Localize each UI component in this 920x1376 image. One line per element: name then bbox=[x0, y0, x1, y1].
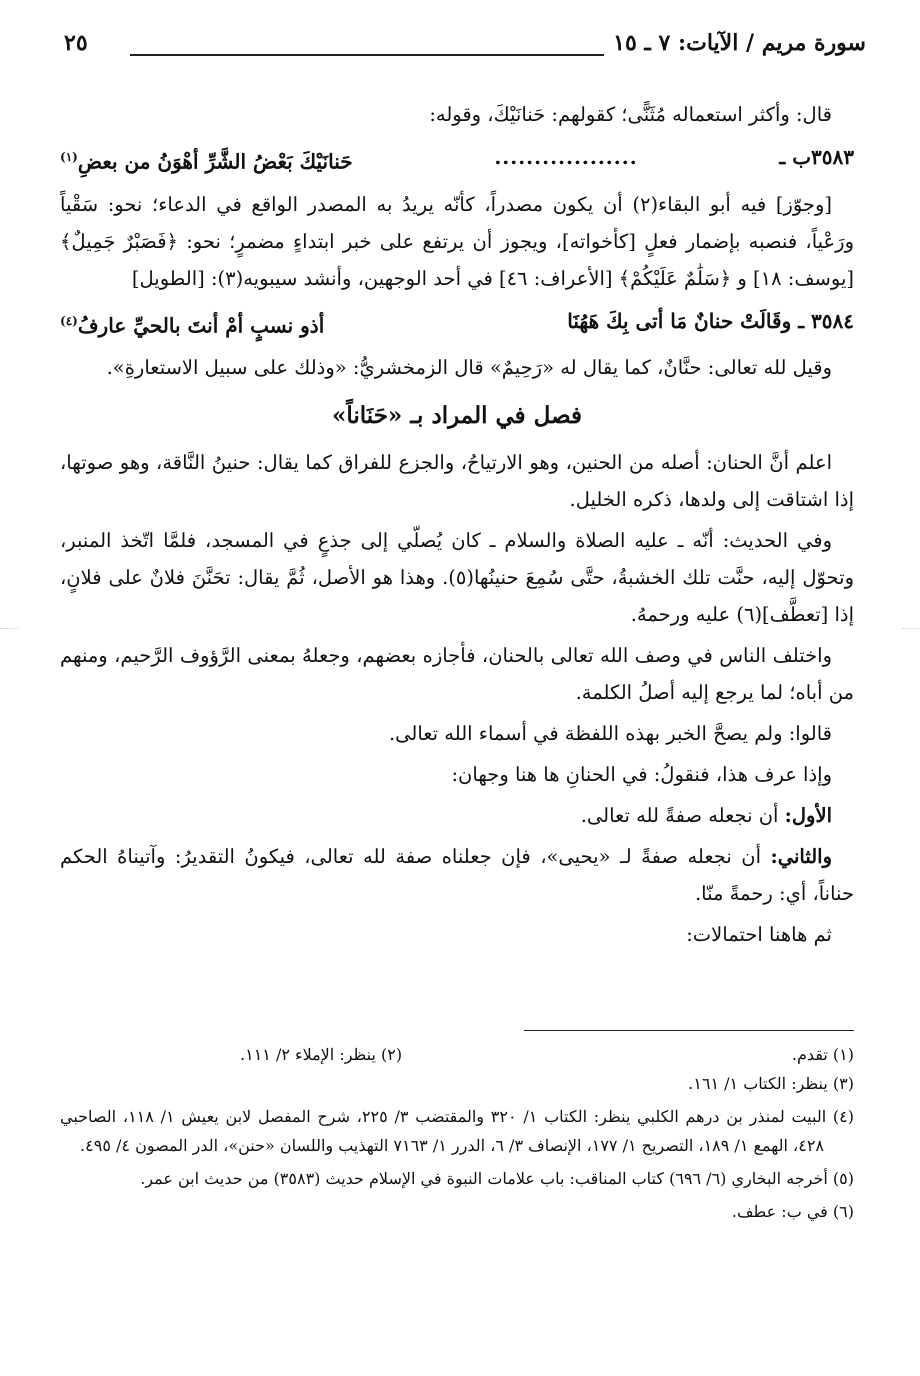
footnote: (١) تقدم. bbox=[791, 1045, 854, 1064]
page-number: ٢٥ bbox=[64, 30, 88, 56]
item-label: الأول: bbox=[784, 804, 832, 828]
footnote-ref: (١) bbox=[60, 150, 78, 164]
section-heading: فصل في المراد بـ «حَنَاناً» bbox=[331, 402, 583, 430]
paragraph: وقيل لله تعالى: حنَّانٌ، كما يقال له «رَحِيمٌ» قال الزمخشريُّ: «وذلك على سبيل الاستعارةِ». bbox=[106, 356, 832, 380]
verse-dots: .................. bbox=[494, 145, 638, 169]
scan-edge-mark bbox=[0, 628, 18, 629]
footnotes bbox=[60, 1040, 854, 1230]
footnote: (٣) ينظر: الكتاب ١/ ١٦١. bbox=[688, 1074, 854, 1093]
paragraph: اعلم أنَّ الحنان: أصله من الحنين، وهو الارتياحُ، والجزع للفراق كما يقال: حنينُ النَّاقة، وهو صوتها، إذا اشتاقت إلى ولدها، ذكره الخليل. bbox=[60, 451, 854, 512]
scan-edge-mark bbox=[902, 628, 920, 629]
paragraph: والثاني: أن نجعله صفةً لـ «يحيى»، فإن جعلناه صفة لله تعالى، فيكونُ التقديرُ: وآتيناهُ الحكم حناناً، أي: رحمةً منّا. bbox=[60, 845, 854, 906]
verse-hemistich: حَنانَيْكَ بَعْضُ الشَّرِّ أهْوَنُ من بعضِ$^{(١)}$ bbox=[60, 149, 353, 174]
paragraph: واختلف الناس في وصف الله تعالى بالحنان، فأجازه بعضهم، وجعلهُ بمعنى الرَّؤوف الرَّحيم، ومنهم من أباه؛ لما يرجع إليه أصلُ الكلمة. bbox=[60, 644, 854, 705]
verse-label: ٣٥٨٣ب ـ bbox=[779, 145, 854, 169]
footnote: (٤) البيت لمنذر بن درهم الكلبي ينظر: الكتاب ١/ ٣٢٠ والمقتضب ٣/ ٢٢٥، شرح المفصل لابن يعيش ١/ ١١٨، الصاحبي ٤٢٨، الهمع ١/ ١٨٩، التصريح ١/ ١٧٧، الإنصاف ٣/ ٦، الدرر ١/ ٧١٦٣ التهذيب واللسان «حنن»، الدر المصون ٤/ ٤٩٥. bbox=[60, 1107, 854, 1155]
item-label: والثاني: bbox=[770, 845, 832, 869]
running-title: سورة مريم / الآيات: ٧ ـ ١٥ bbox=[613, 30, 866, 56]
verse-label-and-first-hemistich: ٣٥٨٤ ـ وقَالَتْ حنانٌ مَا أتى بِكَ هَهُنَا bbox=[567, 308, 854, 333]
footnote: (٢) ينظر: الإملاء ٢/ ١١١. bbox=[240, 1045, 403, 1064]
paragraph: قال: وأكثر استعماله مُثَنًّى؛ كقولهم: حَنانَيْكَ، وقوله: bbox=[429, 103, 832, 126]
main-text bbox=[60, 96, 854, 957]
footnote-ref: (٤) bbox=[60, 313, 78, 328]
paragraph: [وجوّز] فيه أبو البقاء(٢) أن يكون مصدراً، كأنّه يريدُ به المصدر الواقع في الدعاء؛ نحو: سَقْياً ورَعْياً، فنصبه بإضمار فعلٍ [كأخواته]، ويجوز أن يرتفع على خبر ابتداءٍ مضمرٍ؛ نحو: ﴿فَصَبْرٌ جَمِيلٌ﴾ [يوسف: ١٨] و ﴿سَلَٰمٌ عَلَيْكُمْ﴾ [الأعراف: ٤٦] في أحد الوجهين، وأنشد سيبويه(٣): [الطويل] bbox=[60, 192, 854, 290]
footnote: (٥) أخرجه البخاري (٦/ ٦٩٦) كتاب المناقب: باب علامات النبوة في الإسلام حديث (٣٥٨٣) من حديث ابن عمر. bbox=[140, 1169, 854, 1188]
footnote-rule bbox=[524, 1030, 854, 1031]
verse-line bbox=[60, 137, 854, 182]
verse-second-hemistich: أذو نسبٍ أمْ أنتَ بالحيِّ عارفُ$^{(٤)}$ bbox=[60, 313, 325, 338]
paragraph: قالوا: ولم يصحَّ الخبر بهذه اللفظة في أسماء الله تعالى. bbox=[388, 722, 832, 746]
footnote: (٦) في ب: عطف. bbox=[731, 1202, 854, 1221]
footnote-row bbox=[60, 1040, 854, 1069]
paragraph: وفي الحديث: أنّه ـ عليه الصلاة والسلام ـ كان يُصلّي إلى جذعٍ في المسجد، فلمَّا اتّخذ المنبر، وتحوّل إليه، حنَّت تلك الخشبةُ، حتَّى سُمِعَ حنينُها(٥). وهذا هو الأصل، ثُمَّ يقال: تحَنَّنَ فلانٌ على فلانٍ، إذا [تعطَّف](٦) عليه ورحمهُ. bbox=[60, 529, 854, 627]
paragraph: وإذا عرف هذا، فنقولُ: في الحنانِ ها هنا وجهان: bbox=[451, 763, 832, 787]
paragraph: ثم هاهنا احتمالات: bbox=[686, 923, 832, 947]
paragraph: الأول: أن نجعله صفةً لله تعالى. bbox=[580, 804, 832, 828]
header-rule bbox=[130, 54, 604, 56]
page-header bbox=[40, 30, 866, 64]
verse-line bbox=[60, 301, 854, 346]
